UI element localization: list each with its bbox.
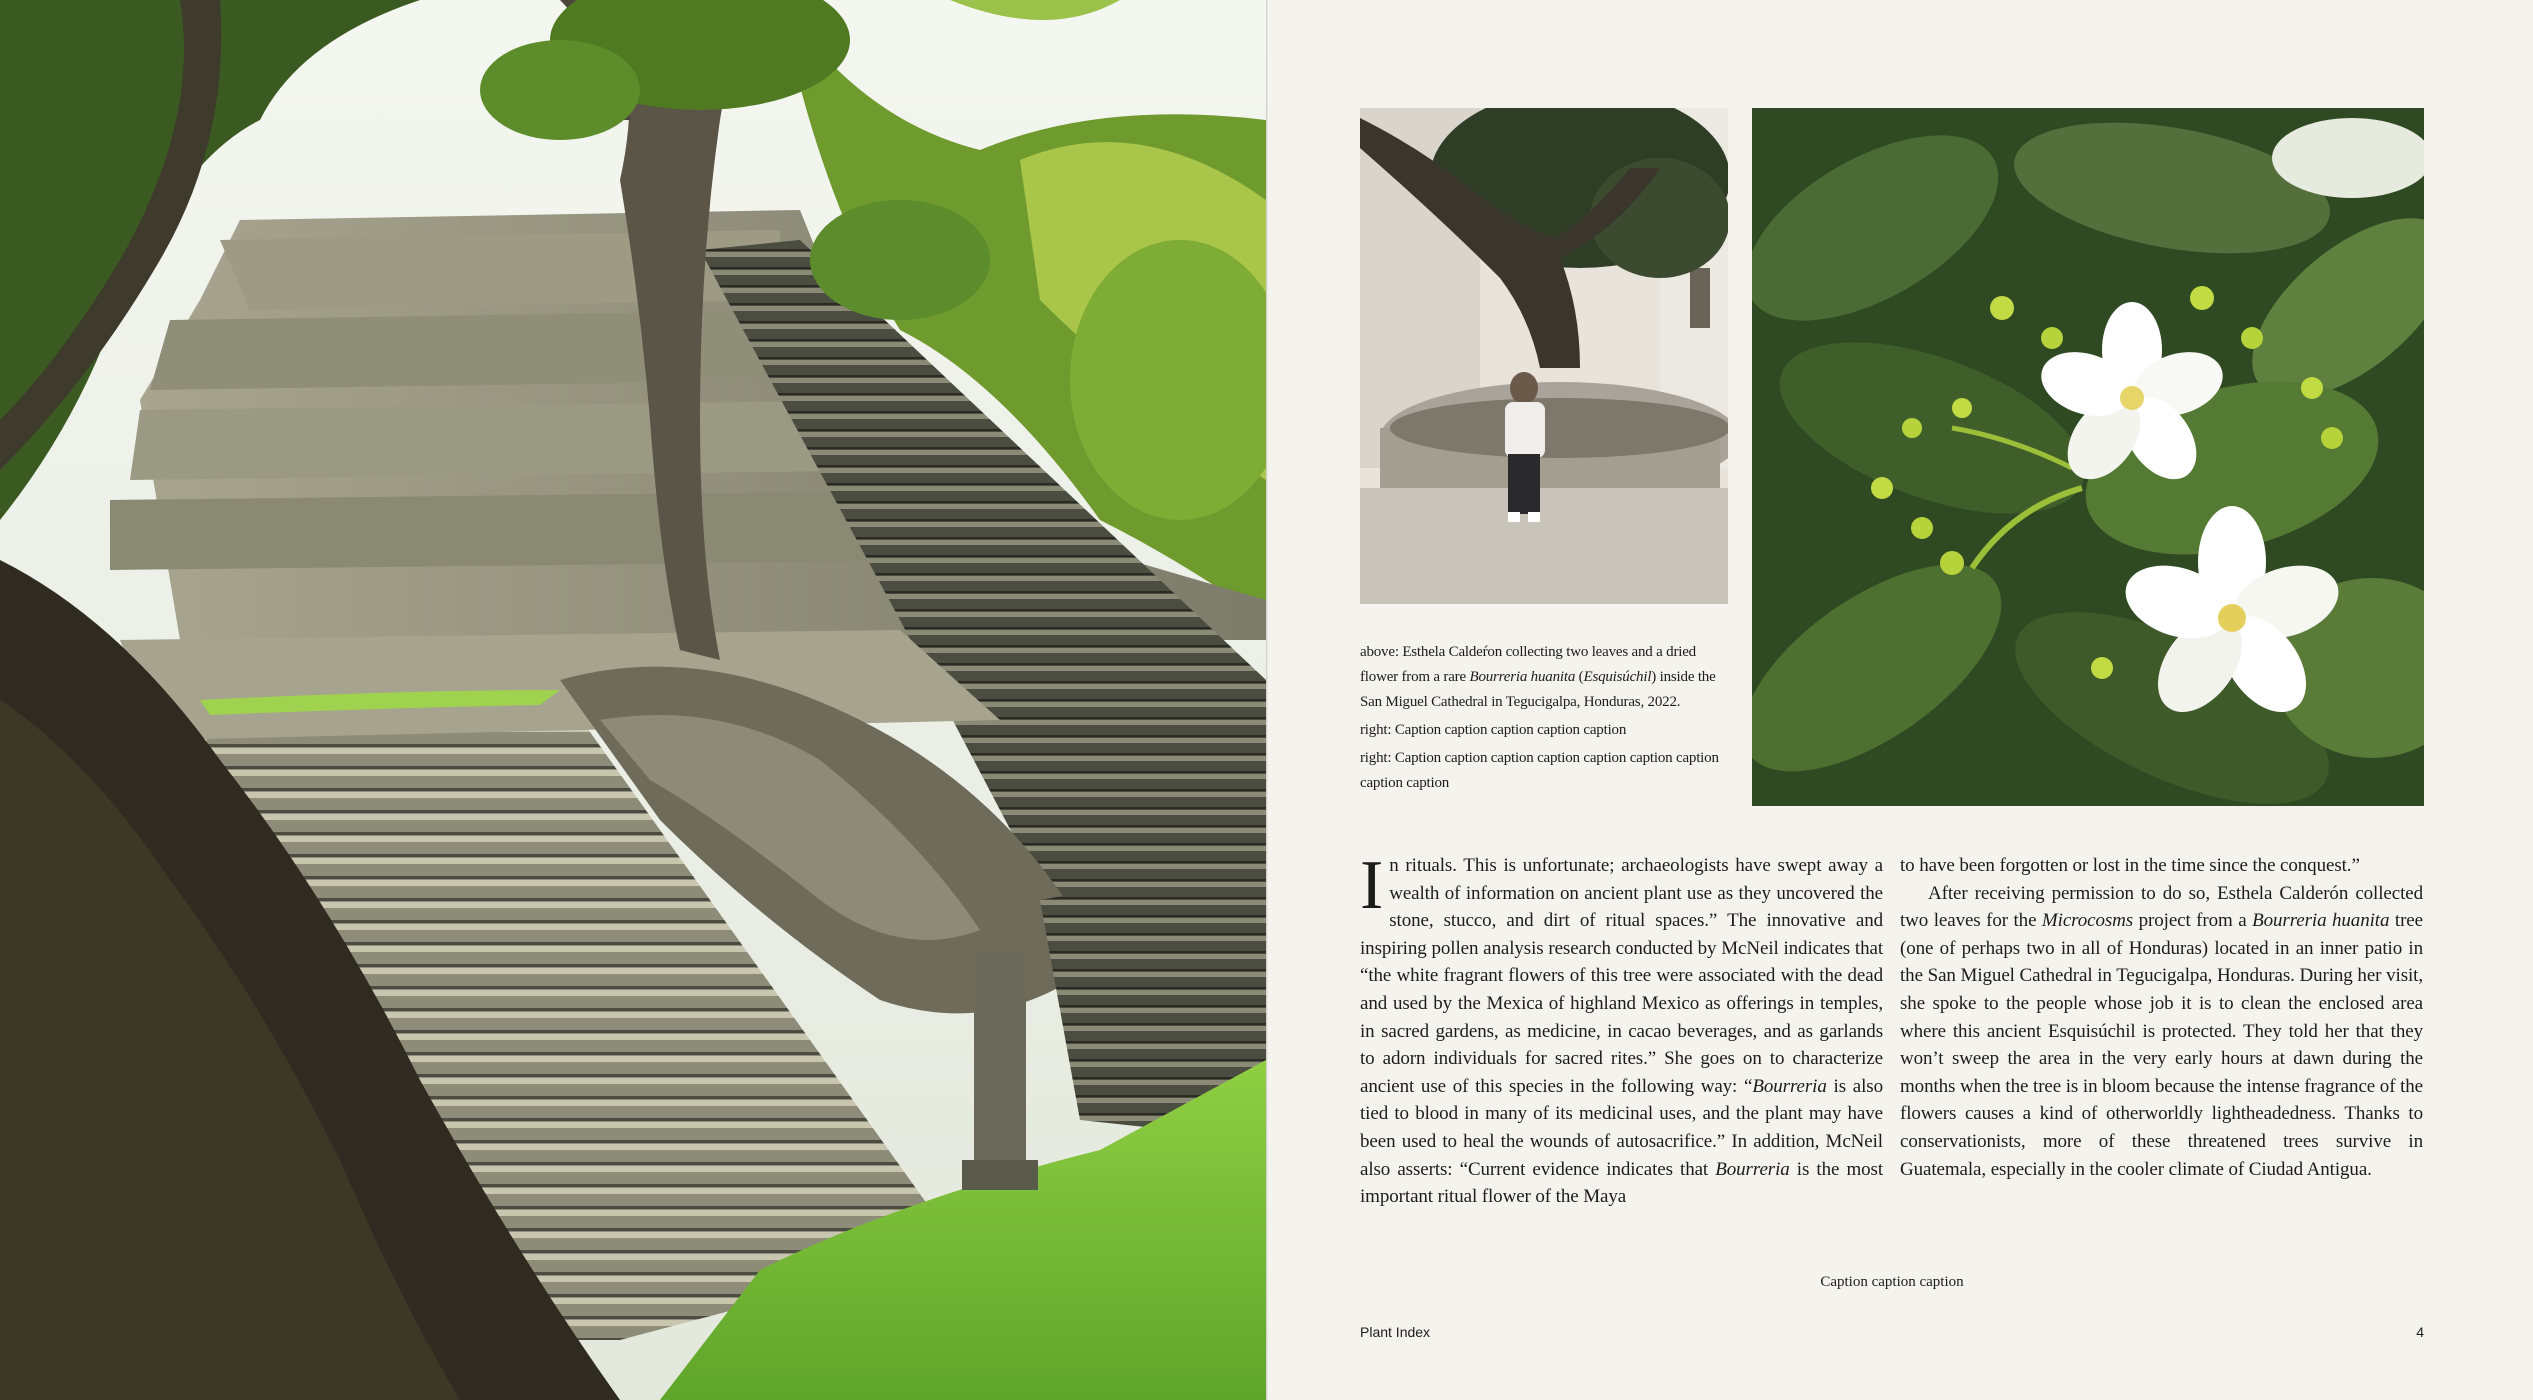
photo-captions <box>1360 640 1728 799</box>
column-2-paragraph-2: After receiving permission to do so, Esthela Calderón collected two leaves for the Microcosms project from a Bourreria huanita tree (one of perhaps two in all of Honduras) located in an inner patio in the San Miguel Cathedral in Tegucigalpa, Honduras. During her visit, she spoke to the people whose job it is to clean the enclosed area where this ancient Esquisúchil is protected. They told her that they won’t sweep the area in the very early hours at dawn during the months when the tree is in bloom because the intense fragrance of the flowers causes a kind of otherworldly lightheadedness. Thanks to conservationists, more of these threatened trees survive in Guatemala, especially in the cooler climate of Ciudad Antigua. <box>1900 882 2423 1180</box>
flower-photo <box>1752 108 2424 806</box>
bottom-caption: Caption caption caption <box>1820 1274 1964 1290</box>
body-column-2 <box>1900 852 2423 1183</box>
page-number: 4 <box>2416 1324 2424 1340</box>
pyramid-photo <box>0 0 1266 1400</box>
drop-cap: I <box>1360 847 1384 924</box>
cathedral-photo <box>1360 108 1728 604</box>
footer-section-title: Plant Index <box>1360 1324 1431 1340</box>
column-2-paragraph-1: to have been forgotten or lost in the time since the conquest.” <box>1900 855 2360 876</box>
caption-above: above: Esthela Caldeŕon collecting two leaves and a dried flower from a rare Bourreria huanita (Esquisúchil) inside the San Miguel Cathedral in Tegucigalpa, Honduras, 2022. <box>1360 644 1716 710</box>
page-spine <box>1266 0 1268 1400</box>
column-1-paragraph: In rituals. This is unfortunate; archaeologists have swept away a wealth of information on ancient plant use as they uncovered the stone, stucco, and dirt of ritual spaces.” The innovative and inspiring pollen analysis research conducted by McNeil indicates that “the white fragrant flowers of this tree were associated with the dead and used by the Mexica of highland Mexico as offerings in temples, in sacred gardens, as medicine, in cacao beverages, and as garlands to adorn individuals for sacred rites.” She goes on to characterize ancient use of this species in the following way: “Bourreria is also tied to blood in many of its medicinal uses, and the plant may have been used to heal the wounds of autosacrifice.” In addition, McNeil also asserts: “Current evidence indicates that Bourreria is the most important ritual flower of the Maya <box>1360 847 1883 1208</box>
caption-right-2: right: Caption caption caption caption caption caption caption caption caption <box>1360 750 1719 791</box>
caption-right-1: right: Caption caption caption caption caption <box>1360 722 1627 738</box>
body-column-1 <box>1360 847 1883 1211</box>
